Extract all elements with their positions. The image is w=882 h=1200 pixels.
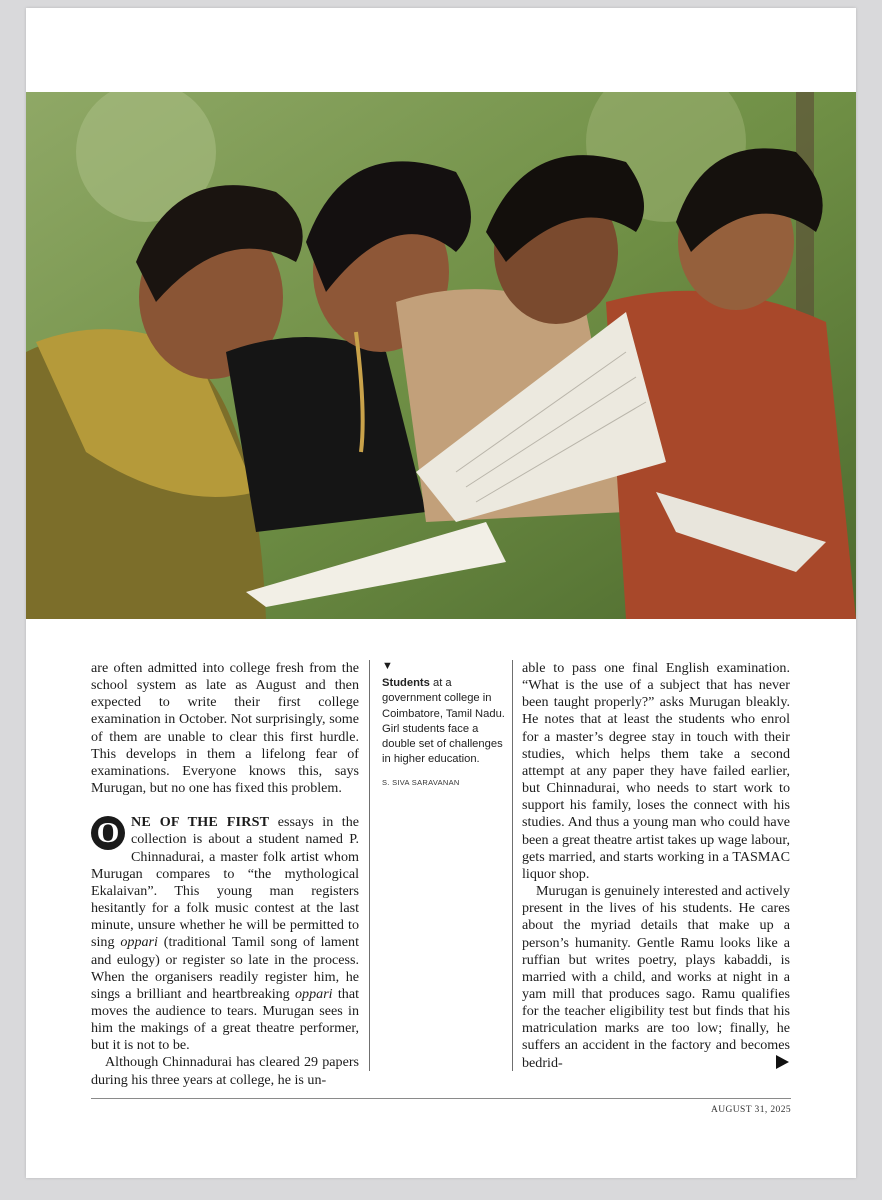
caption-lead: Students [382,677,430,689]
caption-arrow-icon: ▼ [382,660,393,672]
issue-date: AUGUST 31, 2025 [711,1105,791,1115]
continue-arrow-icon [776,1055,789,1069]
magazine-page [26,8,856,1178]
photo-students-illustration [26,92,856,619]
lead-in: NE OF THE FIRST [131,814,270,831]
italic-term: oppari [295,985,333,1002]
photo-caption [382,660,508,791]
footer-divider [91,1098,791,1099]
article-column-3 [522,660,790,1072]
caption-body: at a government college in Coimbatore, Tamil Nadu. Girl students face a double set of challenges in higher education. [382,677,505,766]
text-run: essays in the collection is about a student named P. Chinnadurai, a master folk artist whom Murugan compares to “the mythological Ekalaivan”. This young man registers hesitantly for a folk music contest at the last minute, unsure whether he will be permitted to sing [91,814,360,951]
caption-text [382,676,508,768]
dropcap: O [91,816,125,850]
text-run: that moves the audience to tears. Murugan sees in him the makings of a great theatre performer, but it is not to be. [91,985,359,1054]
feature-photo [26,92,856,619]
article-column-1 [91,660,359,1089]
paragraph: Murugan is genuinely interested and actively present in the lives of his students. He cares about the myriad details that make up a person’s humanity. Gentle Ramu looks like a ruffian but writes poetry, plays kabaddi, is married with a child, and works at night in a yam mill that produces sago. Ramu qualifies for the teacher eligibility test but finds that his matriculation marks are too low; finally, he suffers an accident in the factory and becomes bedrid- [522,883,791,1071]
paragraph-with-dropcap [91,814,359,1054]
italic-term: oppari [120,934,158,951]
photo-credit: S. SIVA SARAVANAN [382,777,460,787]
paragraph: are often admitted into college fresh from the school system as late as August and then expected to write their first college examination in October. Not surprisingly, some of them are unable to clear this first hurdle. This develops in them a lifelong fear of examinations. Everyone knows this, says Murugan, but no one has fixed this problem. [91,660,359,797]
paragraph: able to pass one final English examination. “What is the use of a subject that has never been taught properly?” asks Murugan bleakly. He notes that at least the students who enrol for a master’s degree stay in touch with their studies, which helps them take a second attempt at any paper they have failed earlier, but Chinnadurai, who needs to start work to support his family, loses the connect with his studies. And thus a young man who could have been a great theatre artist takes up wage labour, gets married, and starts working in a TASMAC liquor shop. [522,660,790,882]
column-divider [512,660,513,1071]
paragraph: Although Chinnadurai has cleared 29 papers during his three years at college, he is un- [91,1054,359,1088]
column-divider [369,660,370,1071]
text-run: (traditional Tamil song of lament and eulogy) or register so late in the process. When the organisers readily register him, he sings a brilliant and heartbreaking [91,934,359,1002]
